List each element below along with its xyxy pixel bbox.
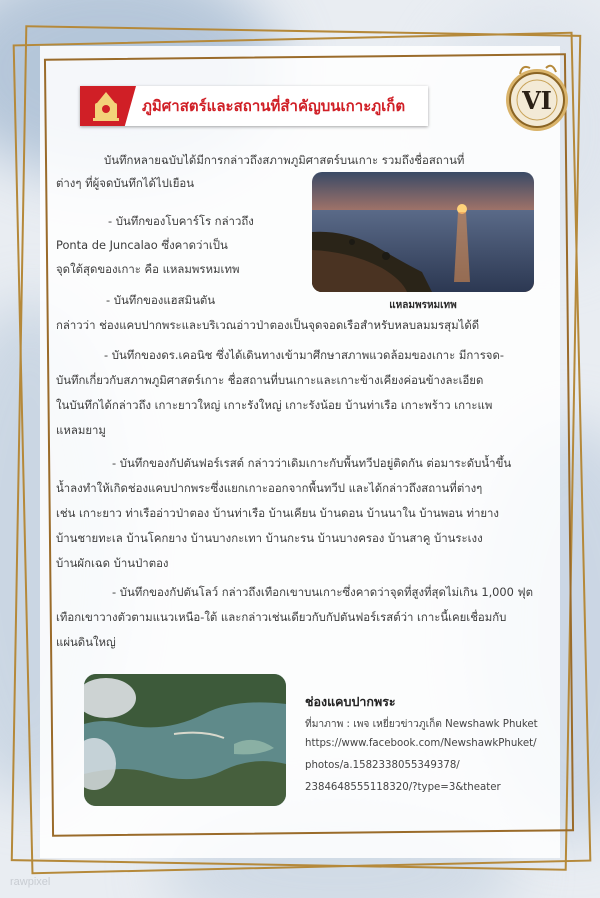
- body-line: บ้านผักเฉด บ้านป่าตอง: [56, 556, 169, 570]
- body-line: กล่าวว่า ช่องแคบปากพระและบริเวณอ่าวป่าตองเป็นจุดจอดเรือสำหรับหลบลมมรสุมได้ดี: [56, 318, 480, 332]
- photo-title: ช่องแคบปากพระ: [305, 694, 396, 709]
- body-line: - บันทึกของกัปตันโลว์ กล่าวถึงเทือกเขาบนเกาะซึ่งคาดว่าจุดที่สูงที่สุดไม่เกิน 1,000 ฟุต: [112, 585, 534, 599]
- body-line: บันทึกเกี่ยวกับสภาพภูมิศาสตร์เกาะ ชื่อสถานที่บนเกาะและเกาะข้างเคียงค่อนข้างละเอียด: [56, 373, 484, 387]
- badge-text: VI: [522, 86, 552, 115]
- royal-emblem-icon: [91, 89, 121, 123]
- page-title: ภูมิศาสตร์และสถานที่สำคัญบนเกาะภูเก็ต: [142, 97, 406, 115]
- body-line: ในบันทึกได้กล่าวถึง เกาะยาวใหญ่ เกาะรังใหญ่ เกาะรังน้อย บ้านท่าเรือ เกาะพร้าว เกาะแพ: [56, 398, 493, 412]
- body-line: เช่น เกาะยาว ท่าเรืออ่าวป่าตอง บ้านท่าเรือ บ้านเคียน บ้านดอน บ้านนาใน บ้านพอน ท่ายาง: [56, 506, 499, 520]
- chapter-badge-icon: [502, 62, 572, 134]
- body-line: บ้านชายทะเล บ้านโคกยาง บ้านบางกะเทา บ้านกะรน บ้านบางครอง บ้านสาคู บ้านระเงง: [56, 531, 483, 545]
- body-line: น้ำลงทำให้เกิดช่องแคบปากพระซึ่งแยกเกาะออกจากพื้นทวีป และได้กล่าวถึงสถานที่ต่างๆ: [56, 481, 483, 495]
- pak-phra-strait-photo: [84, 674, 286, 806]
- photo-credit-url[interactable]: https://www.facebook.com/NewshawkPhuket/: [305, 738, 537, 749]
- body-line: จุดใต้สุดของเกาะ คือ แหลมพรหมเทพ: [56, 262, 240, 276]
- cape-phromthep-photo: [312, 172, 534, 292]
- section-header: [80, 86, 428, 126]
- photo-credit-url[interactable]: photos/a.1582338055349378/: [305, 760, 460, 771]
- body-line: เทือกเขาวางตัวตามแนวเหนือ-ใต้ และกล่าวเช่นเดียวกับกัปตันฟอร์เรสต์ว่า เกาะนี้เคยเชื่อมกับ: [56, 610, 507, 624]
- body-line: - บันทึกของโบคาร์โร กล่าวถึง: [108, 214, 254, 228]
- body-line: - บันทึกของดร.เคอนิช ซึ่งได้เดินทางเข้ามาศึกษาสภาพแวดล้อมของเกาะ มีการจด-: [104, 348, 504, 362]
- body-line: แหลมยามู: [56, 423, 106, 437]
- body-line: - บันทึกของแฮสมินตัน: [106, 293, 216, 307]
- photo-credit: ที่มาภาพ : เพจ เหยี่ยวข่าวภูเก็ต Newshawk Phuket: [305, 719, 538, 730]
- watermark: rawpixel: [10, 876, 51, 888]
- body-line: - บันทึกของกัปตันฟอร์เรสต์ กล่าวว่าเดิมเกาะกับพื้นทวีปอยู่ติดกัน ต่อมาระดับน้ำขึ้น: [112, 456, 512, 470]
- body-line: บันทึกหลายฉบับได้มีการกล่าวถึงสภาพภูมิศาสตร์บนเกาะ รวมถึงชื่อสถานที่: [104, 153, 465, 167]
- photo-caption: แหลมพรหมเทพ: [389, 300, 457, 311]
- body-line: ต่างๆ ที่ผู้จดบันทึกได้ไปเยือน: [56, 176, 195, 190]
- emblem-box: [80, 86, 136, 126]
- body-line: แผ่นดินใหญ่: [56, 635, 116, 649]
- body-line: Ponta de Juncalao ซึ่งคาดว่าเป็น: [56, 238, 228, 252]
- photo-credit-url[interactable]: 2384648555118320/?type=3&theater: [305, 782, 501, 793]
